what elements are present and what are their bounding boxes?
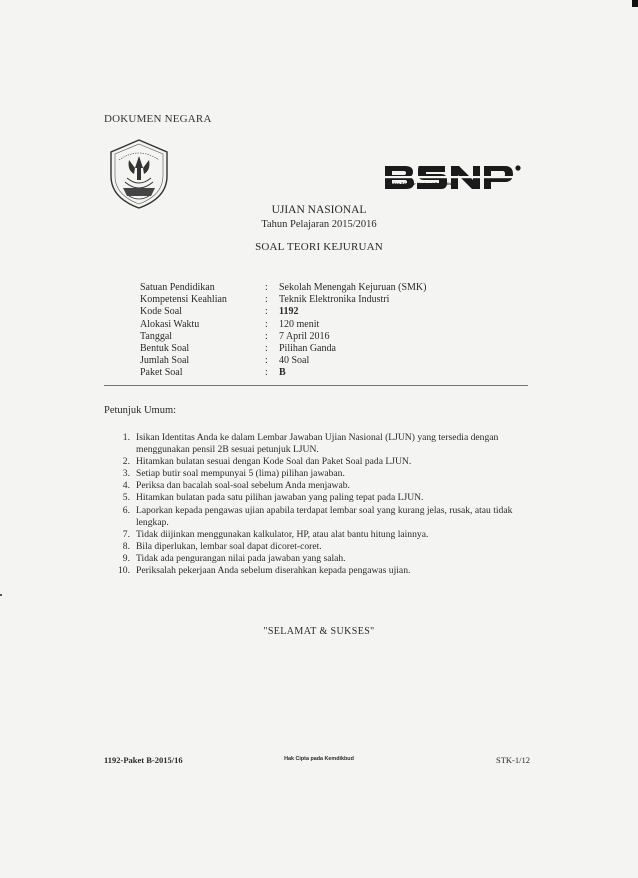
info-separator: : (265, 367, 268, 379)
item-number: 4. (122, 480, 130, 492)
info-separator: : (265, 343, 268, 355)
footer-package-code: 1192-Paket B-2015/16 (104, 755, 183, 765)
scan-dot (0, 594, 2, 596)
list-item (114, 505, 534, 529)
info-separator: : (265, 294, 268, 306)
list-item (114, 456, 534, 468)
list-item (114, 492, 534, 504)
item-number: 2. (122, 456, 130, 468)
item-number: 9. (122, 552, 130, 564)
item-text: Laporkan kepada pengawas ujian apabila terdapat lembar soal yang kurang jelas, rusak, atau tidak lengkap. (136, 504, 513, 528)
info-row (140, 355, 426, 367)
item-text: Tidak diijinkan menggunakan kalkulator, HP, atau alat bantu hitung lainnya. (136, 528, 429, 540)
item-number: 3. (122, 468, 130, 480)
document-tag: DOKUMEN NEGARA (104, 113, 212, 125)
info-row (140, 306, 426, 318)
info-row (140, 294, 426, 306)
info-row (140, 367, 426, 379)
item-number: 10. (118, 565, 130, 577)
bsnp-logo-icon (383, 158, 523, 202)
item-text: Bila diperlukan, lembar soal dapat dicoret-coret. (136, 540, 322, 552)
item-number: 5. (122, 492, 130, 504)
info-label: Tanggal (140, 330, 173, 342)
info-row (140, 343, 426, 355)
info-label: Kompetensi Keahlian (140, 294, 227, 306)
info-row (140, 319, 426, 331)
info-label: Alokasi Waktu (140, 318, 200, 330)
divider-line (104, 385, 528, 386)
item-number: 8. (122, 540, 130, 552)
info-separator: : (265, 355, 268, 367)
exam-title: UJIAN NASIONAL (271, 204, 367, 216)
list-item (114, 432, 534, 456)
list-item (114, 529, 534, 541)
info-value: 120 menit (279, 318, 320, 330)
closing-message: "SELAMAT & SUKSES" (263, 626, 375, 637)
info-value: 7 April 2016 (279, 330, 330, 342)
list-item (114, 468, 534, 480)
tut-wuri-handayani-emblem-icon (105, 138, 173, 210)
item-text: Isikan Identitas Anda ke dalam Lembar Jawaban Ujian Nasional (LJUN) yang tersedia dengan menggunakan pensil 2B sesuai petunjuk LJUN. (136, 432, 499, 456)
info-separator: : (265, 318, 268, 330)
exam-subject: SOAL TEORI KEJURUAN (255, 241, 383, 253)
info-value: Pilihan Ganda (279, 343, 336, 355)
instructions-heading: Petunjuk Umum: (104, 405, 177, 416)
info-row (140, 331, 426, 343)
scan-corner-mark (632, 0, 638, 7)
item-text: Periksalah pekerjaan Anda sebelum diserahkan kepada pengawas ujian. (136, 565, 411, 577)
info-label: Bentuk Soal (140, 343, 190, 355)
info-separator: : (265, 306, 268, 318)
item-text: Setiap butir soal mempunyai 5 (lima) pilihan jawaban. (136, 468, 345, 480)
item-text: Periksa dan bacalah soal-soal sebelum Anda menjawab. (136, 480, 350, 492)
item-number: 7. (122, 528, 130, 540)
item-number: 6. (122, 504, 130, 516)
exam-info-table (140, 282, 426, 380)
info-value: 1192 (279, 306, 299, 318)
list-item (114, 553, 534, 565)
instructions-list (114, 432, 534, 577)
footer-page-code: STK-1/12 (496, 755, 530, 765)
info-value: Teknik Elektronika Industri (279, 294, 390, 306)
list-item (114, 480, 534, 492)
info-label: Paket Soal (140, 367, 183, 379)
info-label: Kode Soal (140, 306, 182, 318)
info-label: Satuan Pendidikan (140, 282, 215, 293)
list-item (114, 541, 534, 553)
list-item (114, 565, 534, 577)
info-value: 40 Soal (279, 355, 310, 367)
info-value: B (279, 367, 286, 379)
footer-copyright: Hak Cipta pada Kemdikbud (284, 756, 354, 762)
item-text: Hitamkan bulatan sesuai dengan Kode Soal dan Paket Soal pada LJUN. (136, 456, 412, 468)
info-separator: : (265, 282, 268, 293)
item-number: 1. (122, 432, 130, 443)
item-text: Tidak ada pengurangan nilai pada jawaban yang salah. (136, 552, 346, 564)
info-label: Jumlah Soal (140, 355, 190, 367)
item-text: Hitamkan bulatan pada satu pilihan jawaban yang paling tepat pada LJUN. (136, 492, 424, 504)
info-separator: : (265, 330, 268, 342)
academic-year: Tahun Pelajaran 2015/2016 (261, 219, 377, 230)
info-row (140, 282, 426, 294)
bsnp-caption: Badan Standar Nasional Pendidikan (388, 182, 457, 186)
info-value: Sekolah Menengah Kejuruan (SMK) (279, 282, 427, 293)
